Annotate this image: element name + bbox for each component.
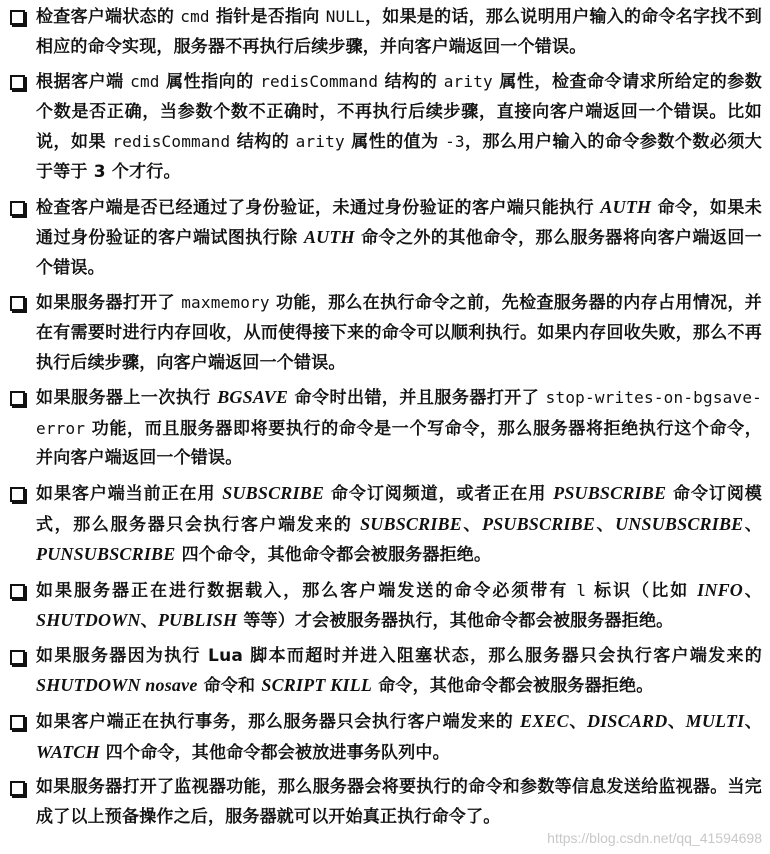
list-item — [10, 576, 762, 637]
text: 、 — [568, 712, 588, 733]
code-text: redisCommand — [260, 72, 379, 92]
command-name: PSUBSCRIBE — [553, 482, 667, 503]
code-text: NULL — [325, 7, 366, 26]
text: 命令，如果未通过身份验证的客户端试图执行除 — [36, 197, 762, 249]
command-name: UNSUBSCRIBE — [615, 513, 744, 534]
list-item — [10, 642, 762, 702]
command-name: DISCARD — [587, 711, 668, 732]
command-name: BGSAVE — [217, 387, 289, 408]
code-text: stop-writes-on-bgsave-error — [36, 388, 762, 438]
code-text: l — [576, 580, 587, 600]
text: 命令时出错，并且服务器打开了 — [288, 388, 546, 409]
text: 命令订阅频道，或者正在用 — [324, 483, 554, 504]
text: 如果服务器因为执行 Lua 脚本而超时并进入阻塞状态，那么服务器只会执行客户端发来的 — [36, 645, 762, 666]
text: 指针是否指向 — [209, 7, 326, 27]
command-name: WATCH — [36, 741, 100, 762]
text: 结构的 — [378, 72, 444, 93]
code-text: arity — [295, 132, 345, 152]
list-item — [10, 773, 762, 832]
checkbox-bullet-icon — [10, 75, 25, 90]
command-name: SHUTDOWN — [36, 610, 141, 631]
code-text: redisCommand — [112, 132, 231, 152]
command-name: PUNSUBSCRIBE — [36, 544, 176, 565]
text: ，如果是的话，那么说明用户输入的命令名字找不到相应的命令实现，服务器不再执行后续步骤，并向客户端返回一个错误。 — [36, 7, 763, 57]
text: 如果客户端当前正在用 — [36, 483, 223, 504]
text: 、 — [461, 514, 482, 535]
text: 命令和 — [197, 676, 262, 697]
list-item — [10, 193, 762, 284]
checkbox-bullet-icon — [10, 781, 25, 796]
list-item — [10, 288, 762, 378]
code-text: maxmemory — [181, 293, 270, 313]
text: 四个命令，其他命令都会被服务器拒绝。 — [175, 545, 492, 566]
text: 检查客户端状态的 — [36, 7, 181, 27]
list-item — [10, 383, 762, 474]
command-name: SCRIPT KILL — [261, 675, 373, 696]
text: 结构的 — [230, 132, 296, 153]
checkbox-bullet-icon — [10, 296, 25, 311]
checkbox-bullet-icon — [10, 584, 25, 599]
text: 、 — [744, 712, 762, 733]
code-text: -3 — [445, 132, 465, 152]
list-item — [10, 2, 762, 62]
text: 如果客户端正在执行事务，那么服务器只会执行客户端发来的 — [36, 712, 521, 733]
checkbox-bullet-icon — [10, 201, 25, 216]
text: 如果服务器打开了监视器功能，那么服务器会将要执行的命令和参数等信息发送给监视器。当完成了以上预备操作之后，服务器就可以开始真正执行命令了。 — [36, 777, 762, 827]
code-text: cmd — [180, 7, 210, 26]
list-item — [10, 67, 762, 187]
text: 功能，那么在执行命令之前，先检查服务器的内存占用情况，并在有需要时进行内存回收，从而使得接下来的命令可以顺利执行。如果内存回收失败，那么不再执行后续步骤，向客户端返回一个错误。 — [36, 293, 763, 373]
command-name: SHUTDOWN nosave — [36, 675, 198, 696]
command-name: SUBSCRIBE — [222, 482, 325, 503]
text: 命令之外的其他命令，那么服务器将向客户端返回一个错误。 — [36, 228, 762, 278]
text: 属性指向的 — [159, 72, 261, 93]
text: 根据客户端 — [36, 72, 131, 93]
text: 如果服务器打开了 — [36, 293, 182, 314]
checkbox-bullet-icon — [10, 391, 25, 406]
text: 、 — [140, 611, 158, 632]
command-name: INFO — [697, 579, 743, 600]
text: 如果服务器上一次执行 — [36, 388, 218, 409]
text: 、 — [743, 514, 762, 535]
text: 如果服务器正在进行数据载入，那么客户端发送的命令必须带有 — [36, 580, 577, 601]
text: 、 — [667, 712, 686, 733]
text: 命令，其他命令都会被服务器拒绝。 — [372, 676, 654, 697]
text: 标识（比如 — [586, 580, 698, 601]
command-name: EXEC — [520, 711, 569, 732]
text: 、 — [742, 580, 763, 601]
text: 功能，而且服务器即将要执行的命令是一个写命令，那么服务器将拒绝执行这个命令，并向客户端返回一个错误。 — [36, 418, 762, 469]
check-list — [10, 2, 762, 832]
checkbox-bullet-icon — [10, 10, 25, 25]
text: 、 — [595, 514, 616, 535]
command-name: AUTH — [600, 196, 652, 217]
text: 属性，检查命令请求所给定的参数个数是否正确，当参数个数不正确时，不再执行后续步骤，直接向客户端返回一个错误。比如说，如果 — [36, 72, 763, 153]
list-item — [10, 707, 762, 768]
command-name: AUTH — [303, 227, 355, 248]
text: 等等）才会被服务器执行，其他命令都会被服务器拒绝。 — [237, 611, 674, 632]
checkbox-bullet-icon — [10, 650, 25, 665]
text: 检查客户端是否已经通过了身份验证，未通过身份验证的客户端只能执行 — [36, 197, 601, 218]
command-name: PUBLISH — [157, 610, 238, 631]
text: 四个命令，其他命令都会被放进事务队列中。 — [99, 742, 450, 763]
code-text: cmd — [130, 72, 160, 92]
command-name: PSUBSCRIBE — [482, 513, 596, 534]
checkbox-bullet-icon — [10, 487, 25, 502]
command-name: MULTI — [685, 711, 745, 732]
code-text: arity — [443, 72, 493, 92]
text: ，那么用户输入的命令参数个数必须大于等于 3 个才行。 — [36, 132, 763, 182]
text: 属性的值为 — [344, 132, 446, 153]
command-name: SUBSCRIBE — [360, 513, 462, 534]
checkbox-bullet-icon — [10, 715, 25, 730]
list-item — [10, 479, 762, 571]
text: 命令订阅模式，那么服务器只会执行客户端发来的 — [36, 483, 763, 535]
watermark: https://blog.csdn.net/qq_41594698 — [547, 830, 762, 846]
